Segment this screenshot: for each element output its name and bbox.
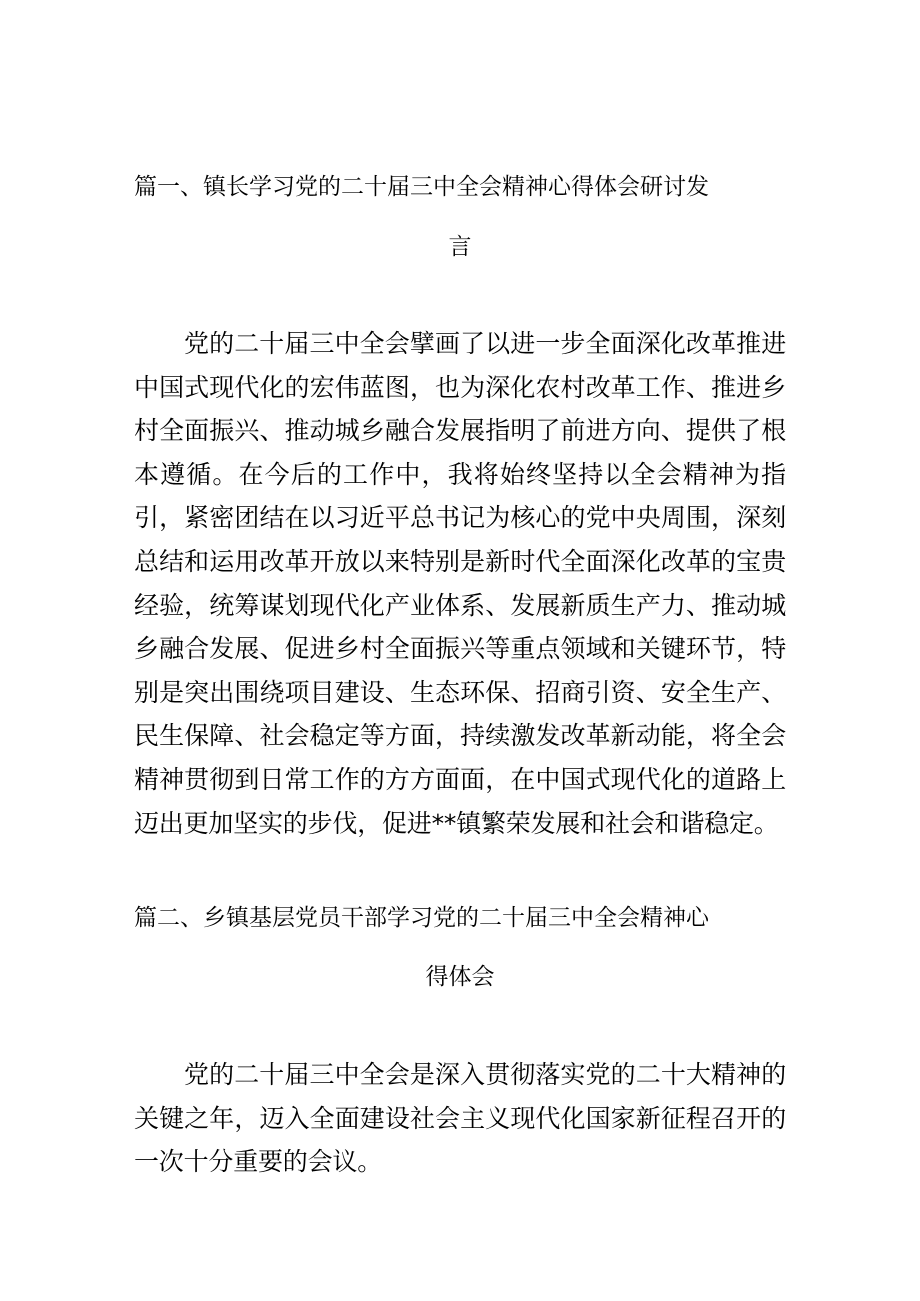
section2-title-line2: 得体会 (425, 964, 495, 990)
section2-body: 党的二十届三中全会是深入贯彻落实党的二十大精神的关键之年，迈入全面建设社会主义现代化国家新征程召开的一次十分重要的会议。 (134, 1060, 786, 1177)
section2-title-line1: 篇二、乡镇基层党员干部学习党的二十届三中全会精神心 (134, 905, 709, 931)
section1-title-line2: 言 (448, 234, 472, 260)
section1-body: 党的二十届三中全会擘画了以进一步全面深化改革推进中国式现代化的宏伟蓝图，也为深化农村改革工作、推进乡村全面振兴、推动城乡融合发展指明了前进方向、提供了根本遵循。在今后的工作中，我将始终坚持以全会精神为指引，紧密团结在以习近平总书记为核心的党中央周围，深刻总结和运用改革开放以来特别是新时代全面深化改革的宝贵经验，统筹谋划现代化产业体系、发展新质生产力、推动城乡融合发展、促进乡村全面振兴等重点领域和关键环节，特别是突出围绕项目建设、生态环保、招商引资、安全生产、民生保障、社会稳定等方面，持续激发改革新动能，将全会精神贯彻到日常工作的方方面面，在中国式现代化的道路上迈出更加坚实的步伐，促进**镇繁荣发展和社会和谐稳定。 (134, 329, 786, 838)
section1-title-line1: 篇一、镇长学习党的二十届三中全会精神心得体会研讨发 (134, 174, 709, 200)
